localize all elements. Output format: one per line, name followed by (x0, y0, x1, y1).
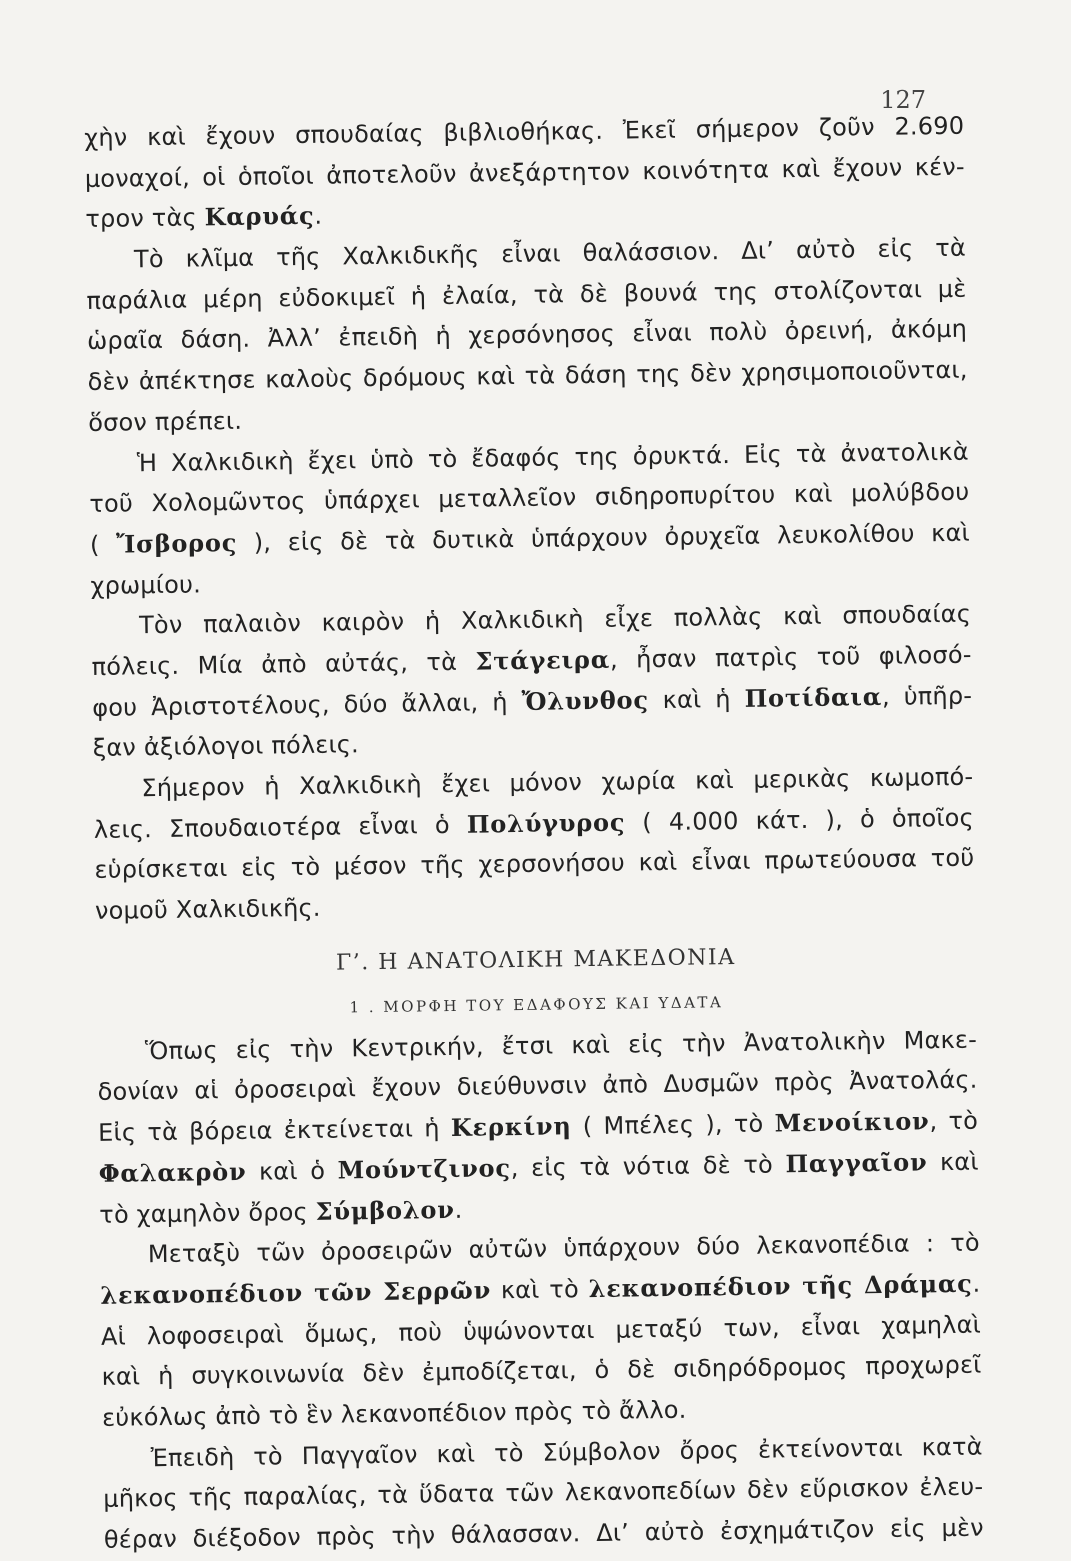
text-line: Σήμερον ἡ Χαλκιδικὴ ἔχει μόνον χωρία καὶ μερικὰς κωμοπό- (141, 762, 974, 803)
bold-term: Μενοίκιον (774, 1106, 930, 1138)
body-text (84, 106, 984, 1561)
text-line: καὶ ἡ συγκοινωνία δὲν ἐμποδίζεται, ὁ δὲ σιδηρόδρομος προχωρεῖ (101, 1350, 982, 1392)
text-line: χὴν καὶ ἔχουν σπουδαίας βιβλιοθήκας. Ἐκεῖ σήμερον ζοῦν 2.690 (84, 111, 965, 152)
text-line: Αἱ λοφοσειραὶ ὅμως, ποὺ ὑψώνονται μεταξύ των, εἶναι χαμηλαὶ (100, 1310, 982, 1351)
text-line: Ὅπως εἰς τὴν Κεντρικήν, ἔτσι καὶ εἰς τὴν Ἀνατολικὴν Μακε- (144, 1025, 978, 1065)
text-line: ὅσον πρέπει. (88, 406, 243, 437)
text-line: εὑρίσκεται εἰς τὸ μέσον τῆς χερσονήσου καὶ εἶναι πρωτεύουσα τοῦ (94, 844, 975, 885)
bold-term: Φαλακρὸν (98, 1156, 247, 1188)
text-line: ( Ἴσβορος ), εἰς δὲ τὰ δυτικὰ ὑπάρχουν ὀρυχεῖα λευκολίθου καὶ (89, 518, 971, 559)
bold-term: Πολύγυρος (466, 807, 626, 839)
text-line: νομοῦ Χαλκιδικῆς. (94, 893, 321, 925)
text-line: χρωμίου. (90, 569, 202, 600)
bold-term: Κερκίνη (450, 1111, 572, 1143)
text-line: Φαλακρὸν καὶ ὁ Μούντζινος, εἰς τὰ νότια δὲ τὸ Παγγαῖον καὶ (98, 1147, 979, 1188)
text-line: Ἡ Χαλκιδικὴ ἔχει ὑπὸ τὸ ἔδαφός της ὀρυκτά. Εἰς τὰ ἀνατολικὰ (136, 437, 969, 477)
bold-term: λεκανοπέδιον τῶν Σερρῶν (100, 1275, 492, 1310)
text-line: φου Ἀριστοτέλους, δύο ἄλλαι, ἡ Ὄλυνθος καὶ ἡ Ποτίδαια, ὑπῆρ- (92, 681, 973, 722)
text-line: Ἐπειδὴ τὸ Παγγαῖον καὶ τὸ Σύμβολον ὄρος ἐκτείνονται κατὰ (150, 1432, 983, 1472)
bold-term: Ποτίδαια (744, 681, 883, 713)
bold-term: Ὄλυνθος (521, 684, 649, 716)
text-line: πόλεις. Μία ἀπὸ αὐτάς, τὰ Στάγειρα, ἦσαν πατρὶς τοῦ φιλοσό- (91, 640, 972, 681)
bold-term: Σύμβολον (315, 1194, 455, 1226)
page-number: 127 (880, 86, 926, 114)
text-line: τρον τὰς Καρυάς. (85, 201, 323, 234)
text-line: εὐκόλως ἀπὸ τὸ ἓν λεκανοπέδιον πρὸς τὸ ἄλλο. (101, 1395, 687, 1432)
bold-term: λεκανοπέδιον τῆς Δράμας (588, 1268, 973, 1303)
bold-term: Στάγειρα (475, 644, 611, 676)
text-line: Τὸ κλῖμα τῆς Χαλκιδικῆς εἶναι θαλάσσιον. Δι’ αὐτὸ εἰς τὰ (133, 233, 967, 274)
text-line: λεκανοπέδιον τῶν Σερρῶν καὶ τὸ λεκανοπέδιον τῆς Δράμας. (100, 1268, 981, 1310)
bold-term: Ἴσβορος (115, 527, 238, 559)
text-line: παράλια μέρη εὐδοκιμεῖ ἡ ἐλαία, τὰ δὲ βουνά της στολίζονται μὲ (86, 274, 967, 315)
text-line: τοῦ Χολομῶντος ὑπάρχει μεταλλεῖον σιδηροπυρίτου καὶ μολύβδου (89, 477, 970, 519)
bold-term: Καρυάς (204, 201, 315, 232)
subsection-title: 1 . ΜΟΡΦΗ ΤΟΥ ΕΔΑΦΟΥΣ ΚΑΙ ΥΔΑΤΑ (349, 992, 724, 1017)
text-line: λεις. Σπουδαιοτέρα εἶναι ὁ Πολύγυρος ( 4.000 κάτ. ), ὁ ὁποῖος (93, 803, 975, 844)
bold-term: Παγγαῖον (785, 1147, 928, 1179)
text-line: θέραν διέξοδον πρὸς τὴν θάλασσαν. Δι’ αὐτὸ ἐσχημάτιζον εἰς μὲν (103, 1513, 984, 1554)
text-line: Εἰς τὰ βόρεια ἐκτείνεται ἡ Κερκίνη ( Μπέλες ), τὸ Μενοίκιον, τὸ (97, 1106, 979, 1148)
bold-term: Μούντζινος (337, 1152, 511, 1185)
text-line: μοναχοί, οἱ ὁποῖοι ἀποτελοῦν ἀνεξάρτητον κοινότητα καὶ ἔχουν κέν- (84, 152, 965, 193)
text-line: μῆκος τῆς παραλίας, τὰ ὕδατα τῶν λεκανοπεδίων δὲν εὕρισκον ἐλευ- (103, 1472, 984, 1514)
text-line: Τὸν παλαιὸν καιρὸν ἡ Χαλκιδικὴ εἶχε πολλὰς καὶ σπουδαίας (138, 599, 972, 640)
text-line: δονίαν αἱ ὀροσειραὶ ἔχουν διεύθυνσιν ἀπὸ Δυσμῶν πρὸς Ἀνατολάς. (97, 1066, 978, 1107)
section-title: Γ’. Η ΑΝΑΤΟΛΙΚΗ ΜΑΚΕΔΟΝΙΑ (335, 944, 736, 976)
text-line: δὲν ἀπέκτησε καλοὺς δρόμους καὶ τὰ δάση της δὲν χρησιμοποιοῦνται, (87, 355, 968, 397)
text-line: ξαν ἀξιόλογοι πόλεις. (92, 730, 360, 763)
text-line: Μεταξὺ τῶν ὀροσειρῶν αὐτῶν ὑπάρχουν δύο λεκανοπέδια : τὸ (147, 1228, 980, 1269)
text-line: τὸ χαμηλὸν ὄρος Σύμβολον. (99, 1194, 463, 1229)
text-line: ὡραῖα δάση. Ἀλλ’ ἐπειδὴ ἡ χερσόνησος εἶναι πολὺ ὀρεινή, ἀκόμη (86, 315, 968, 356)
